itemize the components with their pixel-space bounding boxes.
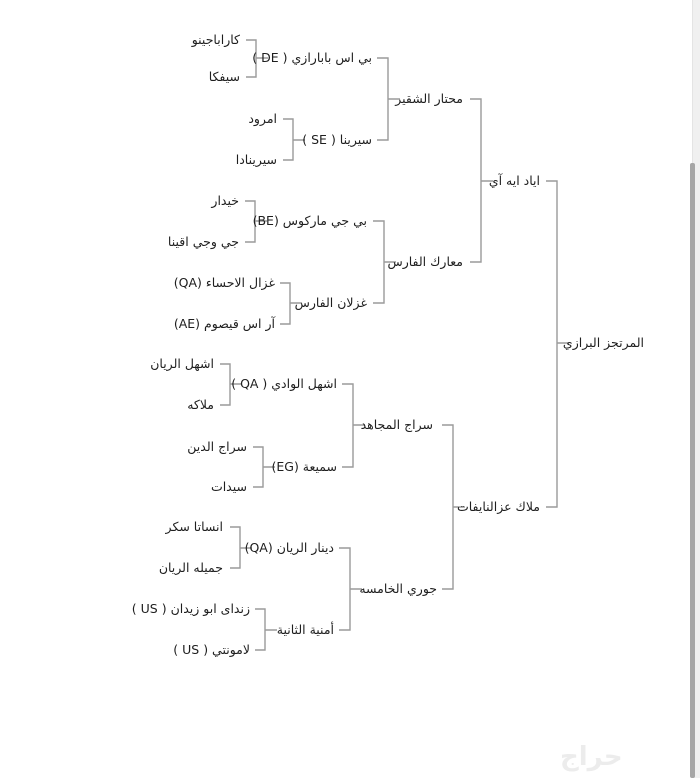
- participant-r1-5: خيدار: [211, 193, 239, 208]
- participant-r2-8: أمنية الثانية: [276, 622, 334, 637]
- participant-r1-12: سيدات: [210, 479, 247, 494]
- watermark-logo: حراج: [560, 742, 623, 772]
- participant-r2-2: سيرينا ( SE ): [302, 132, 372, 147]
- participant-r2-3: بي جي ماركوس (BE): [252, 213, 367, 228]
- participant-r1-2: سيفكا: [208, 69, 240, 84]
- participant-r1-8: آر اس قيصوم (AE): [173, 316, 275, 331]
- participant-r1-9: اشهل الريان: [150, 356, 214, 371]
- participant-r4-2: ملاك عزالنايفات: [456, 499, 540, 514]
- participant-r2-1: بي اس بابارازي ( DE ): [252, 50, 372, 65]
- scrollbar-thumb[interactable]: [690, 163, 695, 778]
- participant-r2-6: سميعة (EG): [271, 459, 337, 474]
- participant-r1-16: لامونتي ( US ): [173, 642, 250, 657]
- participant-r2-4: غزلان الفارس: [294, 295, 367, 310]
- participant-r2-5: اشهل الوادي ( QA ): [231, 376, 337, 391]
- participant-r1-15: زنداى ابو زيدان ( US ): [131, 601, 250, 616]
- participant-r1-14: جميله الريان: [158, 560, 223, 575]
- participant-r2-7: دينار الريان (QA): [244, 540, 334, 555]
- participant-r3-1: محتار الشقير: [395, 91, 463, 106]
- participant-r1-1: كاراباجينو: [191, 32, 240, 47]
- participant-r1-3: امرود: [248, 111, 277, 126]
- participant-r4-1: اياد ايه آي: [488, 173, 540, 188]
- participant-r3-4: جوري الخامسه: [359, 581, 437, 596]
- participant-r3-3: سراج المجاهد: [360, 417, 433, 432]
- participant-r1-10: ملاكه: [187, 397, 214, 412]
- participant-r1-13: انساتا سكر: [165, 519, 223, 534]
- participant-r3-2: معارك الفارس: [387, 254, 463, 269]
- champion-label: المرتجز البرازي: [562, 335, 644, 350]
- participant-r1-4: سيرينادا: [235, 152, 277, 167]
- participant-r1-11: سراج الدين: [187, 439, 247, 454]
- participant-r1-6: جي وجي اقينا: [167, 234, 239, 249]
- participant-r1-7: غزال الاحساء (QA): [173, 275, 275, 290]
